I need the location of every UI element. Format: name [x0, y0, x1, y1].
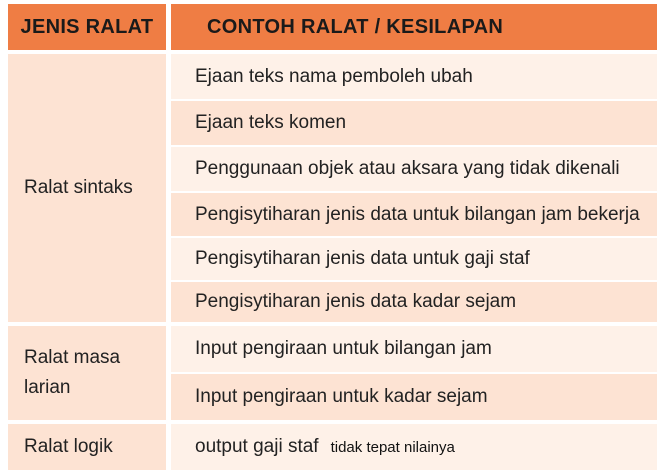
example-text: output gaji staf — [195, 436, 319, 457]
example-note: tidak tepat nilainya — [330, 438, 455, 456]
example-row-logic — [171, 424, 657, 470]
category-syntax-error: Ralat sintaks — [8, 54, 166, 322]
example-row: Penggunaan objek atau aksara yang tidak dikenali — [171, 147, 657, 191]
header-error-example: CONTOH RALAT / KESILAPAN — [171, 4, 657, 50]
example-row: Ejaan teks nama pemboleh ubah — [171, 54, 657, 99]
example-row: Ejaan teks komen — [171, 101, 657, 145]
category-logic-error: Ralat logik — [8, 424, 166, 470]
example-row: Input pengiraan untuk kadar sejam — [171, 374, 657, 420]
header-error-type: JENIS RALAT — [8, 4, 166, 50]
example-row: Input pengiraan untuk bilangan jam — [171, 326, 657, 372]
error-types-table — [8, 4, 657, 470]
example-row: Pengisytiharan jenis data untuk gaji staf — [171, 238, 657, 280]
category-runtime-error: Ralat masa larian — [8, 326, 166, 420]
example-row: Pengisytiharan jenis data untuk bilangan jam bekerja — [171, 193, 657, 236]
example-row: Pengisytiharan jenis data kadar sejam — [171, 282, 657, 322]
